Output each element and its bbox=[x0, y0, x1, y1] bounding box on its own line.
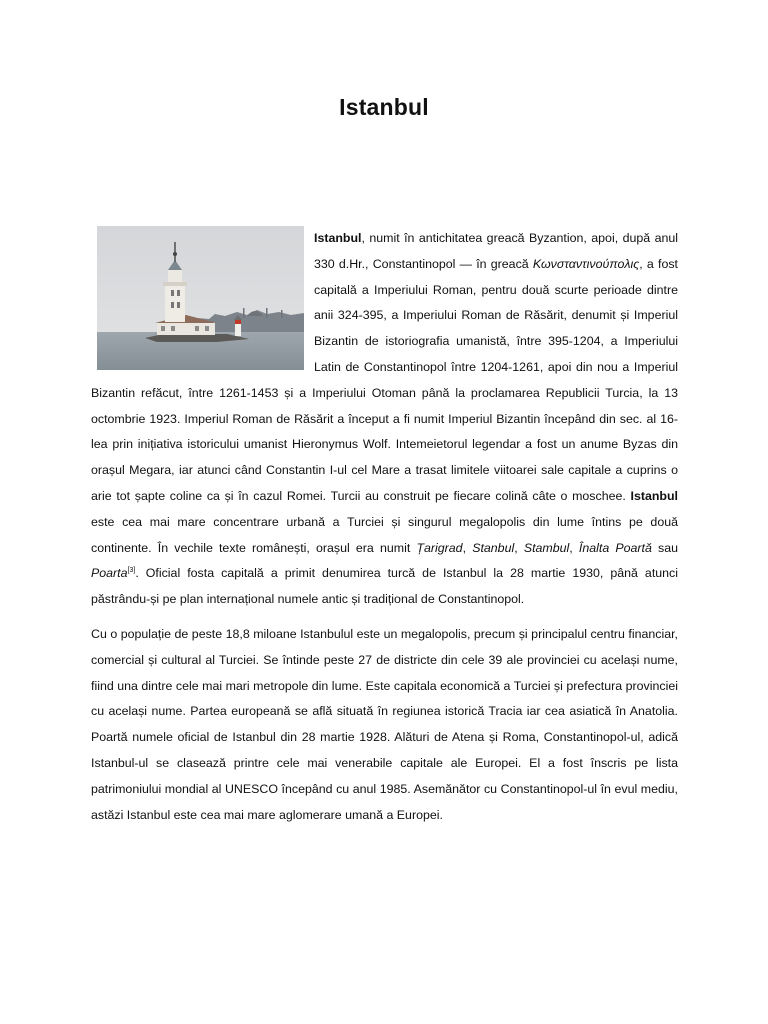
name-poarta: Poarta bbox=[91, 566, 128, 581]
greek-name: Κωνσταντινούπολις bbox=[532, 256, 640, 271]
name-inalta-poarta: Înalta Poartă bbox=[578, 540, 652, 555]
page-title: Istanbul bbox=[339, 94, 429, 120]
name-stambul: Stambul bbox=[523, 540, 570, 555]
reference-link[interactable]: [3] bbox=[127, 567, 136, 575]
name-tarigrad: Țarigrad bbox=[416, 540, 463, 555]
paragraph-2: Cu o populație de peste 18,8 miloane Istanbulul este un megalopolis, precum și principalul centru financiar, comercial și cultural al Turciei. Se întinde peste 27 de districte din cele 39 ale provinciei cu același nume, fiind una dintre cele mai mari metropole din lume. Este capitala economică a Turciei și prefectura provinciei cu același nume. Partea europeană se află situată în regiunea istorică Tracia iar cea asiatică în Anatolia. Poartă numele oficial de Istanbul din 28 martie 1928. Alături de Atena și Roma, Constantinopol-ul, adică Istanbul-ul se clasează printre cele mai venerabile capitale ale Europei. El a fost înscris pe lista patrimoniului mondial al UNESCO începând cu anul 1985. Asemănător cu Constantinopol-ul în evul mediu, astăzi Istanbul este cea mai mare aglomerare umană a Europei. bbox=[91, 626, 678, 822]
name-sep-1: , bbox=[462, 540, 473, 555]
term-istanbul: Istanbul bbox=[314, 231, 362, 245]
p1-text-d: . Oficial fosta capitală a primit denumirea turcă de Istanbul la 28 martie 1930, până atunci păstrându-și pe plan internațional numele antic și tradițional de Constantinopol. bbox=[91, 566, 678, 607]
p1-text-c: este cea mai mare concentrare urbană a Turciei și singurul megalopolis din lume întins pe două continente. În vechile texte românești, orașul era numit bbox=[91, 514, 678, 555]
name-sep-2: , bbox=[514, 540, 524, 555]
maidens-tower-photo bbox=[97, 226, 304, 370]
name-sau: sau bbox=[651, 540, 679, 555]
name-sep-3: , bbox=[569, 540, 579, 555]
p1-text-a: , numit în antichitatea greacă Byzantion, apoi, după anul 330 d.Hr., Constantinopol — în greacă bbox=[314, 231, 678, 271]
name-stanbul: Stanbul bbox=[472, 540, 515, 555]
article-body bbox=[91, 226, 678, 837]
p1-text-b: , a fost capitală a Imperiului Roman, pentru două scurte perioade dintre anii 324-395, a Imperiului Roman de Răsărit, denumit și Imperiul Bizantin de istoriografia umanistă, între 395-1204, a Imperiului Latin de Constantinopol între 1204-1261, apoi din nou a Imperiul Bizantin refăcut, între 1261-1453 și a Imperiului Otoman până la proclamarea Republicii Turcia, la 13 octombrie 1923. Imperiul Roman de Răsărit a început a fi numit Imperiul Bizantin începând din sec. al 16-lea prin inițiativa istoricului umanist Hieronymus Wolf. Intemeietorul legendar a fost un anume Byzas din orașul Megara, iar atunci când Constantin I-ul cel Mare a trasat limitele viitoarei sale capitale a cuprins o arie tot șapte coline ca și în cazul Romei. Turcii au construit pe fiecare colină câte o moschee. bbox=[91, 256, 678, 503]
term-istanbul-2: Istanbul bbox=[630, 488, 678, 503]
